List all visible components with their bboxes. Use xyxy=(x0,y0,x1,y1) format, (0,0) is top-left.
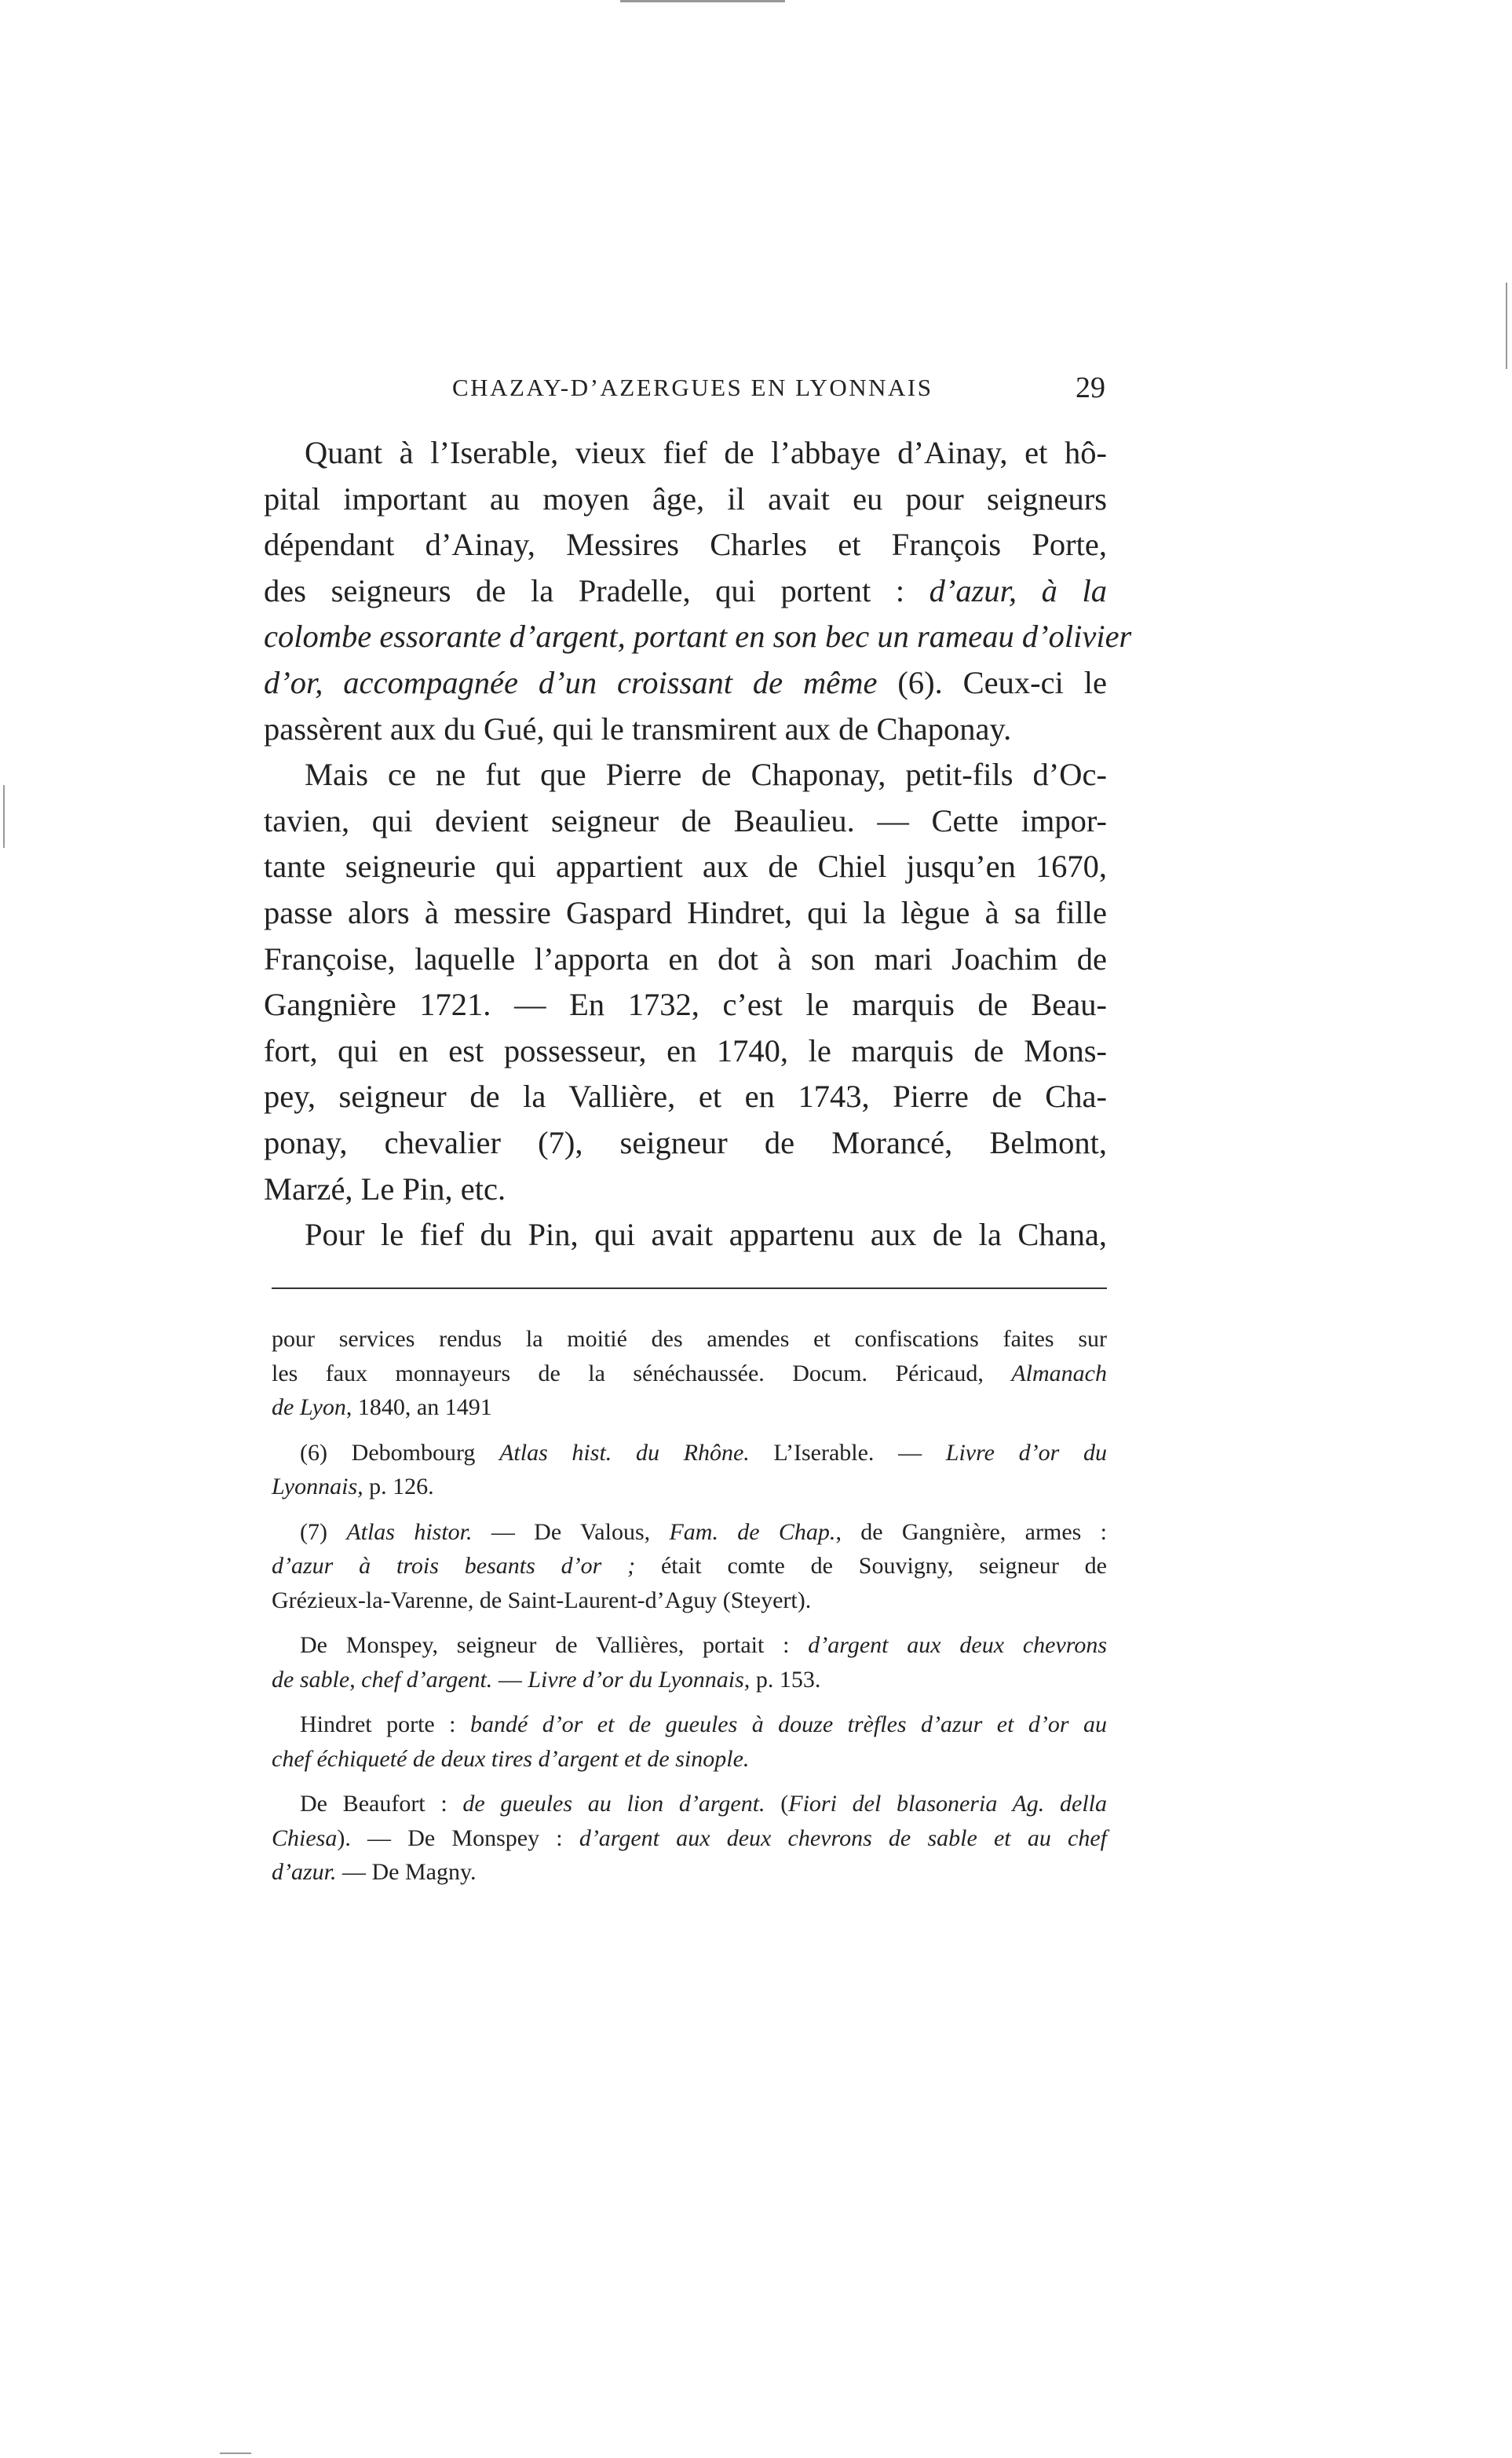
text-line: Gangnière 1721. — En 1732, c’est le marquis de Beau- xyxy=(264,987,1107,1023)
note-line xyxy=(272,1549,1107,1583)
text-line: ponay, chevalier (7), seigneur de Morancé, Belmont, xyxy=(264,1124,1107,1160)
scan-mark-bottom xyxy=(220,2453,251,2454)
text-run: — De Magny. xyxy=(336,1859,477,1885)
italic-run: de sable, chef d’argent. xyxy=(272,1666,493,1693)
running-title: CHAZAY-D’AZERGUES EN LYONNAIS xyxy=(452,374,933,401)
note-line xyxy=(272,1390,1107,1425)
text-run: — xyxy=(492,1666,528,1693)
text-line xyxy=(264,614,1132,660)
note-line xyxy=(272,1742,1107,1777)
footnote-continued xyxy=(272,1322,1107,1425)
note-line xyxy=(272,1821,1107,1856)
text-run: (6). Ceux-ci le xyxy=(877,664,1107,700)
text-line: fort, qui en est possesseur, en 1740, le marquis de Mons- xyxy=(264,1032,1107,1068)
note-line xyxy=(272,1707,1107,1742)
text-line: pey, seigneur de la Vallière, et en 1743, Pierre de Cha- xyxy=(264,1079,1107,1115)
text-run: De Monspey, seigneur de Vallières, portait : xyxy=(300,1632,809,1658)
text-line xyxy=(264,660,1107,707)
footnote-7 xyxy=(272,1515,1107,1618)
footnote-beaufort xyxy=(272,1787,1107,1890)
italic-run: chef échiqueté de deux tires d’argent et de sinople. xyxy=(272,1745,750,1772)
text-line: Françoise, laquelle l’apporta en dot à son mari Joachim de xyxy=(264,940,1107,977)
footnote-monspey xyxy=(272,1628,1107,1696)
text-run: était comte de Souvigny, seigneur de xyxy=(635,1553,1107,1579)
footnote-divider xyxy=(272,1287,1107,1289)
text-line: passe alors à messire Gaspard Hindret, qui la lègue à sa fille xyxy=(264,894,1107,930)
italic-run: Livre d’or du Lyonnais, xyxy=(528,1666,751,1693)
italic-run: de gueules au lion d’argent. xyxy=(462,1791,765,1817)
text-line: Mais ce ne fut que Pierre de Chaponay, petit-fils d’Oc- xyxy=(305,757,1107,793)
text-line xyxy=(264,568,1107,615)
text-run: p. 126. xyxy=(363,1474,434,1499)
footnote-6 xyxy=(272,1436,1107,1504)
italic-run: d’azur. xyxy=(272,1859,337,1885)
italic-run: Atlas histor. xyxy=(346,1518,473,1545)
footnotes xyxy=(272,1322,1107,1901)
paragraph-fief-du-pin xyxy=(264,1212,1107,1258)
text-run: De Beaufort : xyxy=(300,1791,463,1817)
text-run: , de Gangnière, armes : xyxy=(835,1518,1107,1545)
text-line: passèrent aux du Gué, qui le transmirent aux de Chaponay. xyxy=(264,710,1012,747)
italic-run: Fam. de Chap. xyxy=(669,1518,836,1545)
italic-run: d’argent aux deux chevrons de sable et au chef xyxy=(579,1824,1107,1851)
text-run: Hindret porte : xyxy=(300,1711,470,1737)
text-run: ). — De Monspey : xyxy=(337,1824,579,1851)
italic-run: de Lyon xyxy=(272,1394,346,1420)
main-text xyxy=(264,430,1132,1258)
text-run: L’Iserable. — xyxy=(749,1439,946,1466)
italic-run: Fiori del blasoneria Ag. della xyxy=(788,1791,1107,1817)
italic-run: d’argent aux deux chevrons xyxy=(808,1632,1107,1658)
paragraph-chaponay xyxy=(264,752,1107,1212)
text-run: (7) xyxy=(300,1518,347,1545)
note-line xyxy=(272,1628,1107,1663)
scan-mark-left xyxy=(3,785,5,848)
footnote-hindret xyxy=(272,1707,1107,1776)
text-line: pital important au moyen âge, il avait eu pour seigneurs xyxy=(264,480,1107,517)
text-run: p. 153. xyxy=(750,1666,821,1693)
text-run: , 1840, an 1491 xyxy=(345,1394,492,1420)
text-line: tavien, qui devient seigneur de Beaulieu. — Cette impor- xyxy=(264,802,1107,838)
page-header xyxy=(272,367,1105,415)
italic-run: Chiesa xyxy=(272,1824,338,1851)
note-line xyxy=(272,1787,1107,1821)
text-run: des seigneurs de la Pradelle, qui portent : xyxy=(264,572,929,608)
page-number: 29 xyxy=(1076,371,1105,404)
note-line xyxy=(272,1436,1107,1470)
text-line: tante seigneurie qui appartient aux de Chiel jusqu’en 1670, xyxy=(264,849,1107,885)
text-line: Marzé, Le Pin, etc. xyxy=(264,1171,506,1207)
text-run: ( xyxy=(765,1791,789,1817)
italic-run: colombe essorante d’argent, portant en son bec un rameau d’olivier xyxy=(264,619,1132,655)
text-run: (6) Debombourg xyxy=(300,1439,500,1466)
italic-run: d’azur, à la xyxy=(929,572,1107,608)
scan-mark-right xyxy=(1506,283,1507,369)
italic-run: d’or, accompagnée d’un croissant de même xyxy=(264,664,878,700)
italic-run: Almanach xyxy=(1011,1360,1107,1386)
note-line xyxy=(272,1663,1107,1697)
text-run: les faux monnayeurs de la sénéchaussée. Docum. Péricaud, xyxy=(272,1360,1012,1386)
note-line xyxy=(272,1470,1107,1504)
paragraph-iserable xyxy=(264,430,1132,752)
italic-run: bandé d’or et de gueules à douze trèfles d’azur et d’or au xyxy=(469,1711,1107,1737)
italic-run: Atlas hist. du Rhône. xyxy=(499,1439,750,1466)
text-line: Quant à l’Iserable, vieux fief de l’abbaye d’Ainay, et hô- xyxy=(305,435,1107,470)
note-line xyxy=(272,1357,1107,1391)
scan-mark-top xyxy=(620,0,785,2)
text-line: dépendant d’Ainay, Messires Charles et François Porte, xyxy=(264,527,1107,563)
note-line xyxy=(272,1515,1107,1550)
text-run: — De Valous, xyxy=(472,1518,670,1545)
note-line: Grézieux-la-Varenne, de Saint-Laurent-d’Aguy (Steyert). xyxy=(272,1587,812,1613)
italic-run: d’azur à trois besants d’or ; xyxy=(272,1553,636,1579)
italic-run: Lyonnais, xyxy=(272,1474,363,1499)
note-line xyxy=(272,1855,1107,1890)
text-line: Pour le fief du Pin, qui avait appartenu aux de la Chana, xyxy=(305,1217,1107,1253)
note-line: pour services rendus la moitié des amendes et confiscations faites sur xyxy=(272,1326,1107,1352)
italic-run: Livre d’or du xyxy=(945,1439,1107,1466)
